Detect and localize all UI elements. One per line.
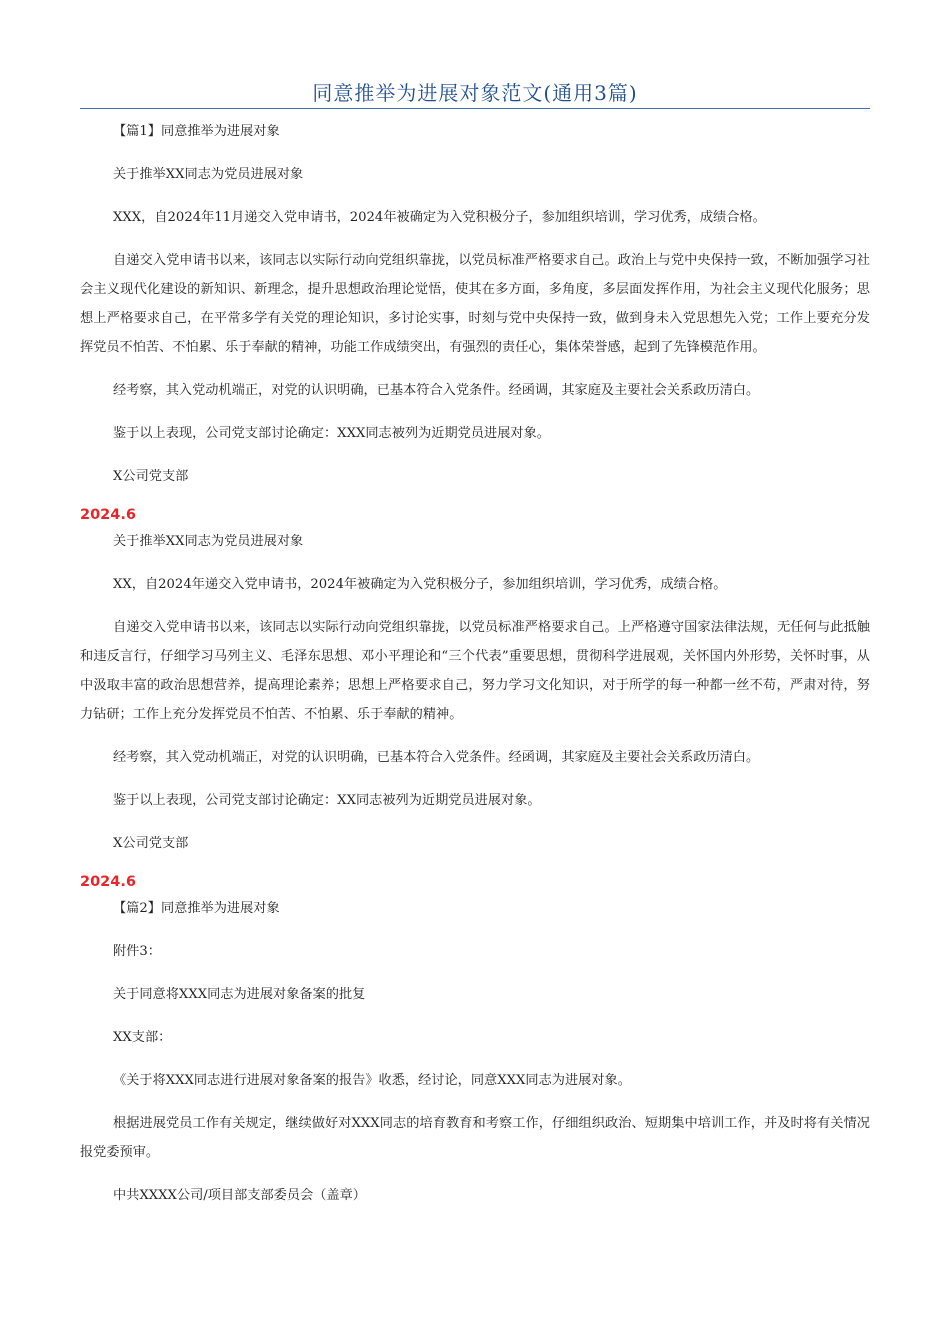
section2-subject: 关于同意将XXX同志为进展对象备案的批复 bbox=[113, 987, 366, 1002]
letter2-decision: 鉴于以上表现，公司党支部讨论确定：XX同志被列为近期党员进展对象。 bbox=[113, 793, 541, 808]
section2-instruction: 根据进展党员工作有关规定，继续做好对XXX同志的培育教育和考察工作，仔细组织政治、短期集中培训工作，并及时将有关情况报党委预审。 bbox=[80, 1116, 870, 1160]
section2-attachment: 附件3： bbox=[113, 944, 161, 959]
letter1-decision: 鉴于以上表现，公司党支部讨论确定：XXX同志被列为近期党员进展对象。 bbox=[113, 426, 550, 441]
letter1-intro: XXX，自2024年11月递交入党申请书，2024年被确定为入党积极分子，参加组织培训，学习优秀，成绩合格。 bbox=[113, 210, 766, 225]
letter1-signature: X公司党支部 bbox=[113, 469, 189, 484]
section2-signature: 中共XXXX公司/项目部支部委员会（盖章） bbox=[113, 1188, 366, 1203]
letter1-subject: 关于推举XX同志为党员进展对象 bbox=[113, 167, 304, 182]
section2-acknowledge: 《关于将XXX同志进行进展对象备案的报告》收悉，经讨论，同意XXX同志为进展对象。 bbox=[113, 1073, 631, 1088]
letter2-intro: XX，自2024年递交入党申请书，2024年被确定为入党积极分子，参加组织培训，学习优秀，成绩合格。 bbox=[113, 577, 727, 592]
title-divider bbox=[80, 108, 870, 109]
letter1-date: 2024.6 bbox=[80, 507, 136, 523]
section2-heading: 【篇2】同意推举为进展对象 bbox=[113, 901, 280, 916]
letter2-review: 经考察，其入党动机端正，对党的认识明确，已基本符合入党条件。经函调，其家庭及主要社会关系政历清白。 bbox=[113, 750, 760, 765]
document-body bbox=[80, 117, 870, 1224]
letter1-review: 经考察，其入党动机端正，对党的认识明确，已基本符合入党条件。经函调，其家庭及主要社会关系政历清白。 bbox=[113, 383, 760, 398]
letter-1 bbox=[80, 160, 870, 525]
section-2 bbox=[80, 894, 870, 1210]
section1-heading: 【篇1】同意推举为进展对象 bbox=[113, 124, 280, 139]
page-title: 同意推举为进展对象范文(通用3篇) bbox=[312, 81, 638, 105]
letter2-subject: 关于推举XX同志为党员进展对象 bbox=[113, 534, 304, 549]
letter2-body: 自递交入党申请书以来，该同志以实际行动向党组织靠拢，以党员标准严格要求自己。上严格遵守国家法律法规，无任何与此抵触和违反言行，仔细学习马列主义、毛泽东思想、邓小平理论和“三个代表”重要思想，贯彻科学进展观，关怀国内外形势，关怀时事，从中汲取丰富的政治思想营养，提高理论素养；思想上严格要求自己，努力学习文化知识，对于所学的每一种都一丝不苟，严肃对待，努力钻研；工作上充分发挥党员不怕苦、不怕累、乐于奉献的精神。 bbox=[80, 620, 870, 722]
letter2-signature: X公司党支部 bbox=[113, 836, 189, 851]
letter-2 bbox=[80, 527, 870, 892]
letter1-body: 自递交入党申请书以来，该同志以实际行动向党组织靠拢，以党员标准严格要求自己。政治上与党中央保持一致，不断加强学习社会主义现代化建设的新知识、新理念，提升思想政治理论觉悟，使其在多方面，多角度，多层面发挥作用，为社会主义现代化服务；思想上严格要求自己，在平常多学有关党的理论知识，多讨论实事，时刻与党中央保持一致，做到身未入党思想先入党；工作上要充分发挥党员不怕苦、不怕累、乐于奉献的精神，功能工作成绩突出，有强烈的责任心，集体荣誉感，起到了先锋模范作用。 bbox=[80, 253, 870, 355]
section2-addressee: XX支部： bbox=[113, 1030, 172, 1045]
letter2-date: 2024.6 bbox=[80, 874, 136, 890]
